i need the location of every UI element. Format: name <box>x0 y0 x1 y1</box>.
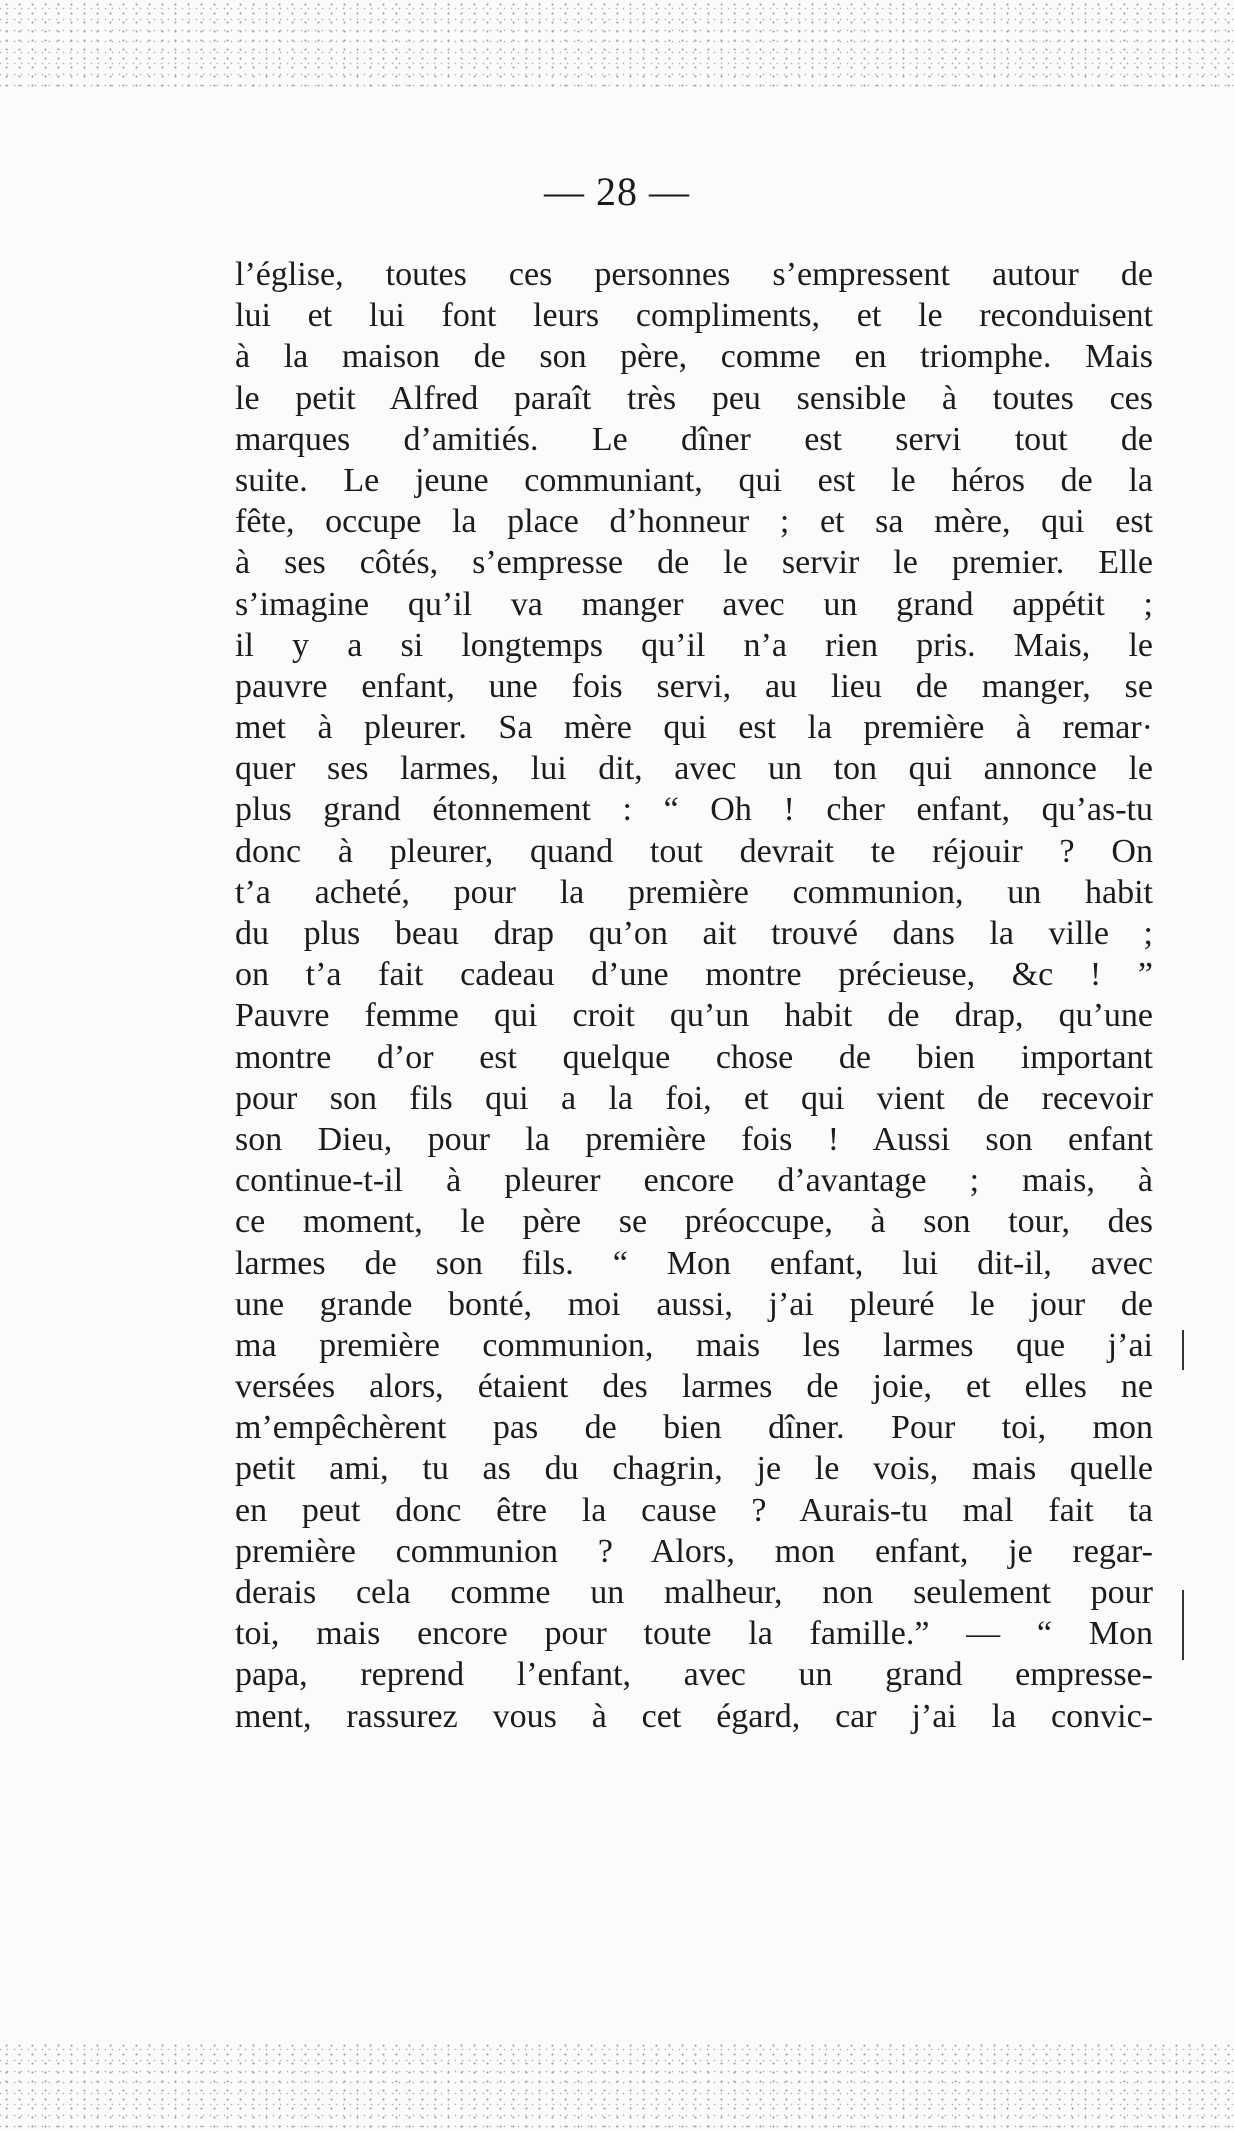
text-line: t’a acheté, pour la première communion, un habit <box>235 873 1153 911</box>
text-line: suite. Le jeune communiant, qui est le héros de la <box>235 461 1153 499</box>
text-line: larmes de son fils. “ Mon enfant, lui dit-il, avec <box>235 1244 1153 1282</box>
text-line: plus grand étonnement : “ Oh ! cher enfant, qu’as-tu <box>235 791 1153 829</box>
text-line: donc à pleurer, quand tout devrait te réjouir ? On <box>235 832 1153 870</box>
text-line: pauvre enfant, une fois servi, au lieu de manger, se <box>235 667 1153 705</box>
text-line: une grande bonté, moi aussi, j’ai pleuré le jour de <box>235 1285 1153 1323</box>
text-line: montre d’or est quelque chose de bien important <box>235 1038 1153 1076</box>
text-line: première communion ? Alors, mon enfant, je regar- <box>235 1532 1153 1570</box>
text-line: fête, occupe la place d’honneur ; et sa mère, qui est <box>235 503 1153 541</box>
text-line: toi, mais encore pour toute la famille.” — “ Mon <box>235 1615 1153 1653</box>
scan-noise-bottom <box>0 2041 1234 2131</box>
text-line: petit ami, tu as du chagrin, je le vois, mais quelle <box>235 1450 1153 1488</box>
text-line: quer ses larmes, lui dit, avec un ton qui annonce le <box>235 750 1153 788</box>
text-line: à la maison de son père, comme en triomphe. Mais <box>235 338 1153 376</box>
margin-mark <box>1182 1330 1184 1370</box>
text-line: à ses côtés, s’empresse de le servir le premier. Elle <box>235 544 1153 582</box>
text-line: continue-t-il à pleurer encore d’avantage ; mais, à <box>235 1162 1153 1200</box>
text-line: l’église, toutes ces personnes s’empressent autour de <box>235 256 1153 293</box>
text-line: met à pleurer. Sa mère qui est la première à remar· <box>235 709 1153 747</box>
text-line: le petit Alfred paraît très peu sensible à toutes ces <box>235 379 1153 417</box>
body-text <box>235 254 1153 1737</box>
text-line: du plus beau drap qu’on ait trouvé dans la ville ; <box>235 915 1153 952</box>
page-number: — 28 — <box>544 169 690 214</box>
text-line: Pauvre femme qui croit qu’un habit de drap, qu’une <box>235 997 1153 1035</box>
text-line: m’empêchèrent pas de bien dîner. Pour toi, mon <box>235 1409 1153 1447</box>
scan-noise-top <box>0 0 1234 90</box>
text-line: derais cela comme un malheur, non seulement pour <box>235 1574 1153 1611</box>
text-line: en peut donc être la cause ? Aurais-tu mal fait ta <box>235 1491 1153 1529</box>
text-line: on t’a fait cadeau d’une montre précieuse, &c ! ” <box>235 956 1153 994</box>
text-line: ce moment, le père se préoccupe, à son tour, des <box>235 1203 1153 1241</box>
text-line: ment, rassurez vous à cet égard, car j’ai la convic- <box>235 1697 1153 1735</box>
margin-mark <box>1182 1590 1184 1660</box>
text-line: son Dieu, pour la première fois ! Aussi son enfant <box>235 1120 1153 1158</box>
text-line: ma première communion, mais les larmes que j’ai <box>235 1326 1153 1364</box>
text-line: s’imagine qu’il va manger avec un grand appétit ; <box>235 585 1153 623</box>
text-line: marques d’amitiés. Le dîner est servi tout de <box>235 420 1153 458</box>
text-line: versées alors, étaient des larmes de joie, et elles ne <box>235 1368 1153 1406</box>
text-line: papa, reprend l’enfant, avec un grand empresse- <box>235 1656 1153 1694</box>
text-line: pour son fils qui a la foi, et qui vient de recevoir <box>235 1079 1153 1117</box>
text-line: il y a si longtemps qu’il n’a rien pris. Mais, le <box>235 626 1153 664</box>
text-line: lui et lui font leurs compliments, et le reconduisent <box>235 297 1153 335</box>
